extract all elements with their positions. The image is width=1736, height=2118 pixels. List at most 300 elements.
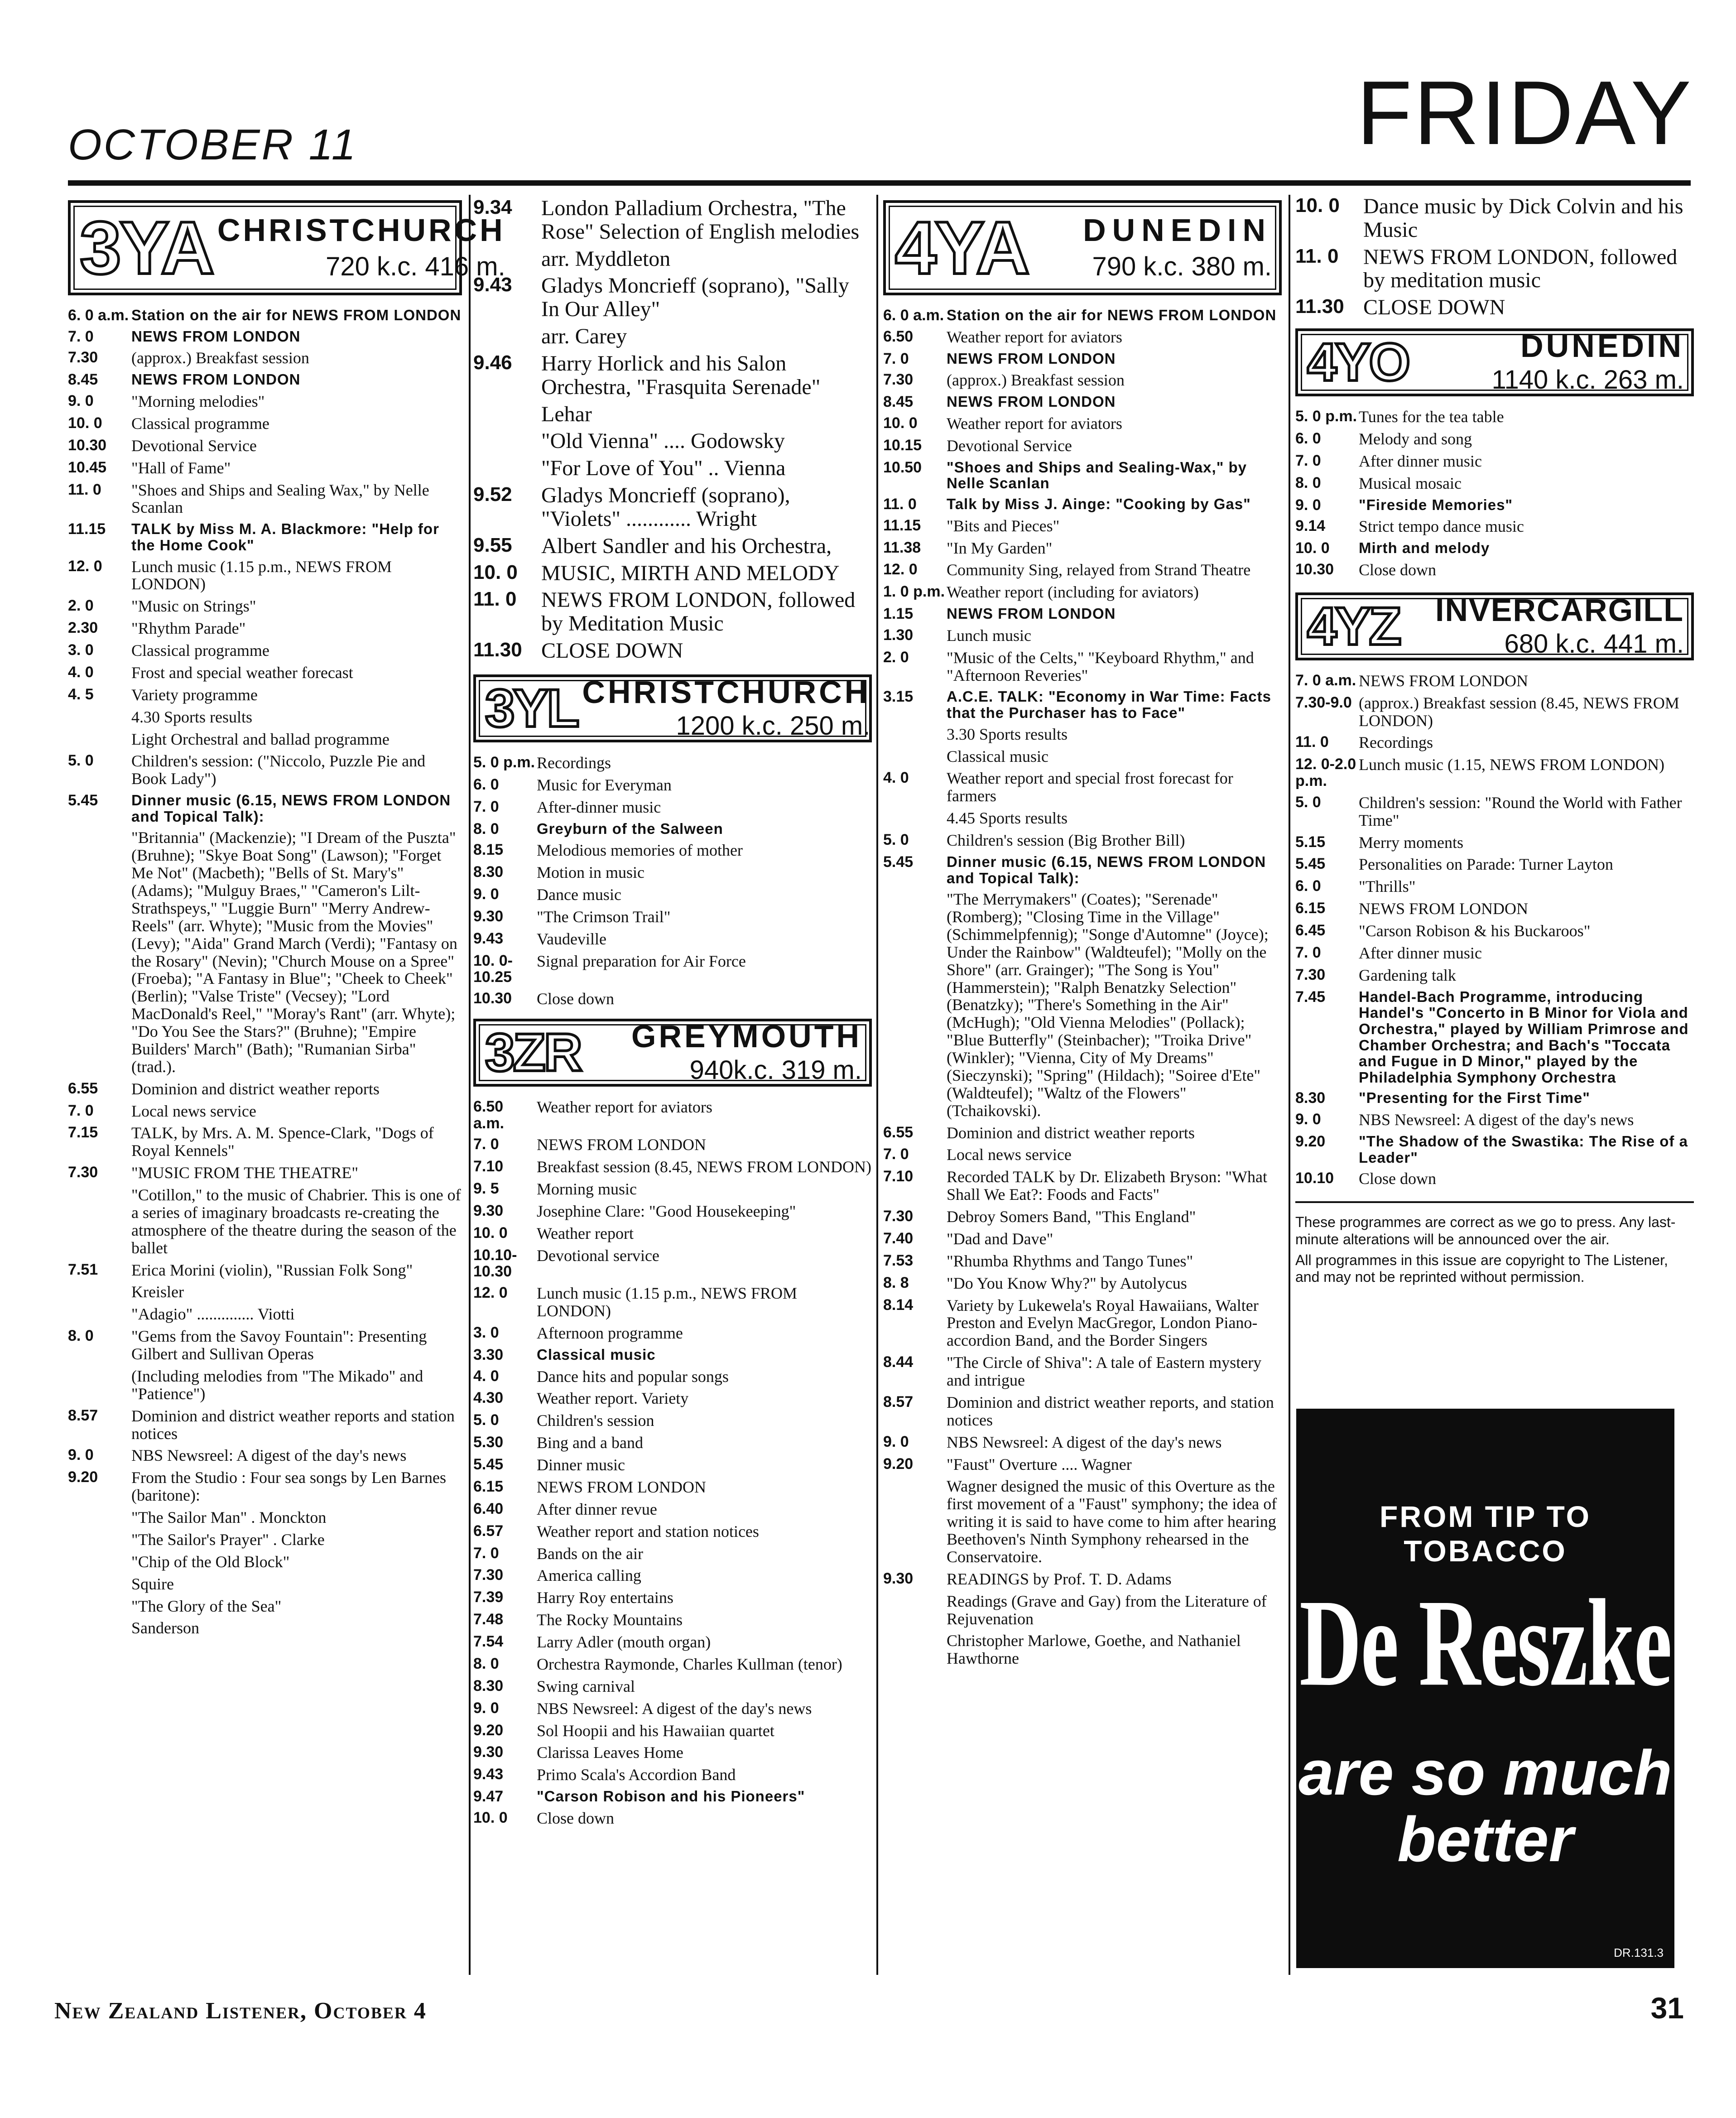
programme-entry: [68, 481, 462, 517]
entry-description: After-dinner music: [537, 798, 661, 816]
programme-entry: [473, 1722, 872, 1740]
entry-description: Debroy Somers Band, "This England": [947, 1208, 1196, 1226]
programme-entry: [68, 393, 462, 410]
entry-time: 10.30: [473, 990, 512, 1007]
entry-description: "The Crimson Trail": [537, 907, 671, 926]
entry-description: Weather report for aviators: [537, 1098, 712, 1116]
entry-time: 7.30: [883, 371, 914, 389]
programme-entry: [473, 1700, 872, 1718]
entry-time: 6.55: [883, 1123, 914, 1141]
schedule-list: [473, 1098, 872, 1827]
programme-entry: [1295, 452, 1694, 470]
programme-entry: [68, 1124, 462, 1160]
programme-entry: [883, 496, 1282, 513]
programme-entry: [473, 484, 872, 531]
entry-time: 9. 0: [1295, 496, 1321, 514]
entry-time: 9.46: [473, 351, 512, 374]
entry-time: 9.43: [473, 274, 512, 296]
entry-time: 3. 0: [68, 641, 94, 659]
programme-entry: [473, 534, 872, 558]
entry-time: 7.30: [68, 349, 98, 366]
programme-entry: [473, 1368, 872, 1386]
entry-description: "The Shadow of the Swastika: The Rise of a Leader": [1359, 1132, 1688, 1166]
programme-entry: [883, 459, 1282, 491]
entry-description: "Carson Robison & his Buckaroos": [1359, 922, 1591, 940]
programme-entry: [1295, 734, 1694, 751]
entry-time: 8. 0: [473, 1655, 499, 1672]
entry-description: Recorded TALK by Dr. Elizabeth Bryson: "What Shall We Eat?: Foods and Facts": [947, 1168, 1267, 1204]
entry-description: Weather report: [537, 1224, 634, 1242]
entry-time: 7.54: [473, 1633, 504, 1651]
entry-time: 7. 0: [883, 1146, 909, 1163]
station-frequency: 790 k.c. 380 m.: [1092, 252, 1272, 282]
programme-entry: [883, 627, 1282, 645]
programme-entry: [883, 583, 1282, 601]
station-text: [1413, 330, 1691, 395]
station-box-4yz: [1295, 592, 1694, 660]
entry-description: Dominion and district weather reports: [131, 1079, 380, 1098]
entry-time: 4. 5: [68, 685, 94, 703]
entry-time: 7. 0: [1295, 943, 1321, 961]
programme-entry: [1295, 967, 1694, 984]
entry-description: Strict tempo dance music: [1359, 517, 1524, 536]
entry-description: (Including melodies from "The Mikado" and "Patience"): [131, 1367, 423, 1403]
entry-description: Afternoon programme: [537, 1324, 683, 1342]
entry-description: London Palladium Orchestra, "The Rose" Selection of English melodies: [541, 196, 860, 244]
entry-time: 2.30: [68, 619, 98, 637]
entry-description: Devotional Service: [947, 436, 1072, 455]
entry-description: Orchestra Raymonde, Charles Kullman (tenor): [537, 1655, 842, 1673]
programme-entry: [883, 688, 1282, 721]
entry-description: "The Merrymakers" (Coates); "Serenade" (Romberg); "Closing Time in the Village" (Schimmelpfennig); "Songe d'Automne" (Joyce); Under the Rainbow" (Waldteufel); "Molly on the Shore" (arr. Grainger); "The Song is You" (Hammerstein); "Ralph Benatzky Selection" (Benatzky); "There's Something in the Air" (McHugh); "Old Vienna Melodies" (Pollack); "Blue Butterfly" (Steinbacher); "Troika Drive" (Winkler); "Vienna, City of My Dreams" (Sieczynski); "Spring" (Hildach); "Soiree d'Ete" (Waldteufel); "Waltz of the Flowers" (Tchaikovski).: [947, 890, 1269, 1120]
entry-description: Bing and a band: [537, 1434, 643, 1452]
programme-entry: [883, 307, 1282, 324]
entry-time: 7. 0: [68, 327, 94, 345]
entry-time: 8.30: [473, 863, 504, 881]
entry-description: Handel-Bach Programme, introducing Handel's "Concerto in B Minor for Viola and Orchestra," played by William Primrose and Chamber Orchestra; and Bach's "Toccata and Fugue in D Minor," played by the Philadelphia Symphony Orchestra: [1359, 988, 1689, 1086]
programme-entry: [473, 325, 872, 348]
entry-description: "Cotillon," to the music of Chabrier. This is one of a series of imaginary broadcasts re-creating the atmosphere of the theatre during the season of the ballet: [131, 1186, 461, 1257]
programme-entry: [473, 1810, 872, 1827]
entry-time: 7.15: [68, 1124, 98, 1141]
entry-time: 10. 0: [473, 1224, 508, 1242]
entry-time: 7.30: [1295, 966, 1326, 983]
entry-description: Christopher Marlowe, Goethe, and Nathaniel Hawthorne: [947, 1632, 1241, 1668]
entry-description: "The Sailor Man" . Monckton: [131, 1508, 327, 1527]
programme-entry: [883, 328, 1282, 346]
entry-description: Dominion and district weather reports and station notices: [131, 1406, 455, 1443]
programme-entry: [883, 726, 1282, 743]
entry-description: Mirth and melody: [1359, 539, 1490, 557]
entry-time: 7.10: [883, 1168, 914, 1185]
entry-description: Weather report and station notices: [537, 1522, 759, 1540]
programme-entry: [473, 1501, 872, 1518]
entry-time: 12. 0: [883, 561, 918, 578]
entry-description: Frost and special weather forecast: [131, 663, 353, 682]
station-logo: 3YA: [80, 206, 213, 289]
entry-time: 5. 0 p.m.: [473, 753, 535, 771]
programme-entry: [68, 371, 462, 388]
entry-description: From the Studio : Four sea songs by Len Barnes (baritone):: [131, 1468, 446, 1505]
entry-time: 10. 0: [883, 414, 918, 432]
schedule-list: [1295, 672, 1694, 1188]
entry-description: "Faust" Overture .... Wagner: [947, 1455, 1132, 1473]
programme-entry: [473, 842, 872, 859]
programme-entry: [68, 1164, 462, 1182]
programme-entry: [883, 1478, 1282, 1565]
entry-time: 6. 0: [1295, 430, 1321, 448]
entry-description: Dominion and district weather reports, and station notices: [947, 1393, 1274, 1429]
programme-entry: [473, 754, 872, 772]
entry-time: 11. 0: [1295, 245, 1339, 267]
entry-description: Devotional service: [537, 1246, 659, 1265]
programme-entry: [473, 1324, 872, 1342]
entry-description: CLOSE DOWN: [541, 639, 683, 663]
entry-description: "Britannia" (Mackenzie); "I Dream of the Puszta" (Bruhne); "Skye Boat Song" (Lawson); "Forget Me Not" (Macbeth); "Bells of St. Mary's" (Adams); "Mulguy Braes," "Cameron's Lilt-Strathspeys," "Luggie Burn" "Merry Andrew-Reels" (arr. Whyte); "Music from the Movies" (Levy); "Aida" Grand March (Verdi); "Fantasy on the Rosary" (Nevin); "Church Mouse on a Spree" (Froeba); "A Fantasy in Blue"; "Cheek to Cheek" (Berlin); "Valse Triste" (Vecsey); "Lord MacDonald's Reel," "Moray's Rant" (arr. Whyte); "Do You See the Stars?" (Bruhne); "Empire Builders' March" (Bath); "Rumanian Sirba" (trad.).: [131, 828, 457, 1076]
programme-entry: [1295, 900, 1694, 918]
programme-entry: [1295, 989, 1694, 1086]
entry-time: 11.30: [1295, 295, 1344, 318]
programme-entry: [68, 620, 462, 637]
entry-time: 6. 0: [473, 775, 499, 793]
programme-entry: [883, 748, 1282, 765]
entry-time: 9.30: [473, 907, 504, 925]
entry-time: 10. 0: [473, 561, 518, 583]
entry-description: Merry moments: [1359, 833, 1463, 852]
entry-time: 5. 0 p.m.: [1295, 408, 1357, 425]
entry-description: "For Love of You" .. Vienna: [541, 456, 786, 481]
entry-description: Close down: [1359, 1170, 1436, 1188]
column-3yl-3zr: [473, 195, 872, 1979]
entry-time: 4.30: [473, 1389, 504, 1407]
programme-entry: [473, 1247, 872, 1280]
programme-entry: [68, 708, 462, 726]
entry-description: Melodious memories of mother: [537, 841, 743, 860]
entry-description: MUSIC, MIRTH AND MELODY: [541, 561, 840, 585]
column-4ya: [883, 195, 1282, 1979]
footer-publication: New Zealand Listener, October 4: [54, 1998, 427, 2024]
schedule-list: [473, 754, 872, 1008]
programme-entry: [473, 953, 872, 986]
entry-time: 6.40: [473, 1500, 504, 1517]
ad-tagline: FROM TIP TO TOBACCO: [1380, 1500, 1591, 1568]
programme-entry: [68, 597, 462, 615]
programme-entry: [1295, 408, 1694, 426]
station-text: [1033, 214, 1279, 281]
entry-time: 7. 0 a.m.: [1295, 671, 1356, 689]
entry-time: 9.30: [883, 1569, 914, 1587]
entry-time: 6. 0 a.m.: [68, 307, 129, 324]
entry-description: Kreisler: [131, 1283, 184, 1301]
programme-entry: [1295, 296, 1694, 319]
entry-description: Close down: [537, 1809, 614, 1827]
programme-entry: [473, 908, 872, 926]
station-logo: 3YL: [485, 678, 578, 738]
entry-description: "Old Vienna" .... Godowsky: [541, 429, 785, 453]
programme-entry: [68, 521, 462, 553]
entry-description: "Shoes and Ships and Sealing Wax," by Nelle Scanlan: [131, 481, 429, 517]
programme-entry: [883, 371, 1282, 389]
entry-time: 9.14: [1295, 517, 1326, 535]
entry-description: Dinner music (6.15, NEWS FROM LONDON and Topical Talk):: [131, 792, 451, 825]
entry-time: 4. 0: [883, 769, 909, 787]
programme-entry: [883, 351, 1282, 367]
entry-description: NEWS FROM LONDON, followed by Meditation Music: [541, 588, 856, 636]
entry-time: 10.50: [883, 458, 922, 476]
entry-time: 7.51: [68, 1261, 98, 1278]
programme-entry: [68, 1447, 462, 1464]
entry-time: 11. 0: [1295, 733, 1329, 751]
entry-time: 8. 8: [883, 1274, 909, 1291]
entry-description: Sol Hoopii and his Hawaiian quartet: [537, 1721, 774, 1740]
entry-description: NEWS FROM LONDON: [1359, 671, 1529, 690]
entry-description: "Thrills": [1359, 877, 1416, 896]
entry-time: 7.53: [883, 1252, 914, 1269]
entry-description: Classical music: [947, 747, 1048, 765]
entry-description: "MUSIC FROM THE THEATRE": [131, 1164, 359, 1182]
entry-description: After dinner music: [1359, 943, 1482, 962]
programme-entry: [68, 459, 462, 477]
station-frequency: 940k.c. 319 m.: [689, 1055, 862, 1085]
entry-description: Albert Sandler and his Orchestra,: [541, 534, 832, 558]
entry-description: NEWS FROM LONDON: [537, 1136, 707, 1154]
entry-description: (approx.) Breakfast session: [131, 349, 309, 367]
entry-time: 1.15: [883, 605, 914, 623]
entry-description: Weather report. Variety: [537, 1389, 689, 1408]
programme-entry: [473, 1633, 872, 1651]
entry-time: 8. 0: [68, 1327, 94, 1345]
programme-entry: [68, 1575, 462, 1593]
entry-description: "Rhumba Rhythms and Tango Tunes": [947, 1252, 1193, 1270]
entry-time: 10. 0-10.25: [473, 952, 513, 986]
programme-entry: [1295, 497, 1694, 514]
entry-time: 4. 0: [68, 663, 94, 681]
programme-entry: [68, 437, 462, 455]
programme-entry: [68, 1186, 462, 1257]
entry-description: Erica Morini (violin), "Russian Folk Song": [131, 1261, 413, 1279]
entry-description: Josephine Clare: "Good Housekeeping": [537, 1202, 796, 1220]
ad-code: DR.131.3: [1614, 1946, 1664, 1959]
entry-time: 5. 0: [473, 1411, 499, 1429]
entry-description: "Chip of the Old Block": [131, 1552, 290, 1571]
entry-time: 8.45: [883, 393, 914, 411]
entry-description: Recordings: [537, 753, 611, 772]
entry-time: 10. 0: [1295, 194, 1340, 217]
programme-entry: [473, 799, 872, 816]
programme-entry: [473, 1412, 872, 1430]
entry-description: Gardening talk: [1359, 966, 1456, 984]
entry-description: NEWS FROM LONDON: [947, 605, 1116, 622]
programme-entry: [473, 1523, 872, 1540]
programme-entry: [883, 1593, 1282, 1628]
programme-entry: [68, 642, 462, 659]
entry-time: 7.30: [883, 1208, 914, 1225]
entry-time: 6. 0 a.m.: [883, 307, 944, 324]
programme-entry: [883, 1456, 1282, 1473]
schedule-list: [1295, 408, 1694, 579]
programme-entry: [473, 1611, 872, 1629]
entry-description: Close down: [1359, 560, 1436, 579]
programme-entry: [1295, 245, 1694, 293]
entry-description: TALK by Miss M. A. Blackmore: "Help for the Home Cook": [131, 520, 439, 554]
entry-time: 7.30: [473, 1566, 504, 1584]
entry-time: 7.10: [473, 1158, 504, 1175]
programme-entry: [473, 776, 872, 794]
entry-description: "Hall of Fame": [131, 458, 231, 477]
entry-time: 12. 0: [68, 557, 102, 575]
entry-description: Gladys Moncrieff (soprano), "Violets" ............ Wright: [541, 483, 790, 531]
entry-description: Gladys Moncrieff (soprano), "Sally In Our Alley": [541, 274, 849, 322]
entry-description: 4.30 Sports results: [131, 708, 253, 726]
entry-description: CLOSE DOWN: [1363, 295, 1505, 320]
entry-description: Vaudeville: [537, 929, 606, 948]
programme-entry: [1295, 694, 1694, 730]
entry-time: 9. 0: [473, 886, 499, 903]
page-day: FRIDAY: [1356, 63, 1693, 164]
entry-description: TALK, by Mrs. A. M. Spence-Clark, "Dogs of Royal Kennels": [131, 1124, 434, 1160]
entry-description: Variety by Lukewela's Royal Hawaiians, Walter Preston and Evelyn MacGregor, London Piano-accordion Band, and the Border Singers: [947, 1296, 1259, 1350]
programme-entry: [473, 197, 872, 244]
entry-description: Lehar: [541, 402, 592, 426]
programme-entry: [883, 1146, 1282, 1164]
station-box-3zr: [473, 1019, 872, 1087]
entry-time: 7. 0: [1295, 452, 1321, 469]
station-name: CHRISTCHURCH: [582, 674, 870, 710]
programme-entry: [473, 1136, 872, 1154]
programme-entry: [68, 1080, 462, 1098]
station-name: CHRISTCHURCH: [217, 212, 505, 248]
entry-description: arr. Myddleton: [541, 246, 671, 271]
programme-entry: [473, 403, 872, 426]
programme-entry: [1295, 561, 1694, 579]
programme-entry: [473, 562, 872, 585]
entry-time: 8. 0: [1295, 474, 1321, 491]
entry-description: Weather report for aviators: [947, 327, 1122, 346]
entry-description: Motion in music: [537, 863, 645, 882]
entry-description: Readings (Grave and Gay) from the Literature of Rejuvenation: [947, 1592, 1267, 1628]
column-divider: [1289, 195, 1290, 1975]
entry-time: 10.15: [883, 436, 922, 454]
entry-description: "Shoes and Ships and Sealing-Wax," by Nelle Scanlan: [947, 458, 1247, 492]
programme-entry: [473, 1456, 872, 1474]
entry-description: Dance music by Dick Colvin and his Music: [1363, 194, 1683, 242]
entry-time: 8.30: [473, 1677, 504, 1694]
entry-description: Personalities on Parade: Turner Layton: [1359, 855, 1613, 874]
entry-time: 5. 0: [68, 752, 94, 770]
column-divider: [469, 195, 471, 1975]
entry-description: Children's session: [537, 1411, 654, 1430]
programme-entry: [1295, 1170, 1694, 1188]
entry-description: Local news service: [947, 1146, 1072, 1164]
entry-description: Dinner music: [537, 1456, 625, 1474]
entry-time: 1. 0 p.m.: [883, 583, 945, 601]
entry-description: America calling: [537, 1566, 641, 1585]
programme-entry: [1295, 856, 1694, 873]
station-text: [582, 676, 877, 741]
programme-entry: [1295, 540, 1694, 557]
programme-entry: [68, 752, 462, 788]
entry-time: 9. 0: [68, 1446, 94, 1464]
programme-entry: [883, 561, 1282, 579]
entry-time: 5.15: [1295, 833, 1326, 851]
entry-description: Greyburn of the Salween: [537, 820, 723, 837]
entry-time: 7. 0: [473, 1136, 499, 1153]
programme-entry: [68, 1305, 462, 1323]
programme-entry: [473, 1589, 872, 1607]
station-box-3yl: [473, 674, 872, 742]
entry-description: Close down: [537, 990, 614, 1008]
station-name: GREYMOUTH: [631, 1019, 862, 1054]
programme-entry: [883, 1570, 1282, 1588]
entry-time: 10. 0: [473, 1809, 508, 1826]
entry-time: 6.15: [1295, 900, 1326, 917]
entry-time: 10.10: [1295, 1170, 1334, 1187]
station-box-4yo: [1295, 328, 1694, 396]
entry-time: 7.30-9.0: [1295, 693, 1352, 711]
entry-time: 5.45: [883, 853, 914, 871]
programme-entry: [68, 558, 462, 593]
programme-entry: [68, 1407, 462, 1443]
station-logo: 4YZ: [1307, 596, 1400, 656]
entry-time: 6. 0: [1295, 877, 1321, 895]
entry-time: 9.55: [473, 534, 512, 556]
entry-time: 5.45: [68, 792, 98, 809]
entry-time: 12. 0: [473, 1284, 508, 1302]
station-text: [1404, 594, 1691, 659]
entry-description: arr. Carey: [541, 324, 627, 349]
programme-entry: [883, 394, 1282, 410]
programme-entry: [68, 1367, 462, 1403]
programme-entry: [1295, 1133, 1694, 1165]
entry-description: Classical programme: [131, 414, 269, 433]
programme-entry: [473, 1788, 872, 1805]
entry-description: NBS Newsreel: A digest of the day's news: [131, 1446, 407, 1465]
programme-entry: [68, 731, 462, 748]
station-text: [585, 1020, 869, 1085]
programme-entry: [68, 1509, 462, 1526]
programme-entry: [473, 1347, 872, 1363]
entry-description: (approx.) Breakfast session (8.45, NEWS FROM LONDON): [1359, 693, 1679, 730]
entry-time: 1.30: [883, 626, 914, 644]
entry-description: 4.45 Sports results: [947, 809, 1068, 828]
entry-time: 5.45: [1295, 855, 1326, 873]
programme-entry: [883, 517, 1282, 535]
programme-entry: [68, 1469, 462, 1504]
entry-description: "Presenting for the First Time": [1359, 1089, 1590, 1107]
programme-entry: [473, 1180, 872, 1198]
entry-description: NEWS FROM LONDON: [537, 1478, 707, 1496]
programme-entry: [473, 1434, 872, 1452]
entry-description: Station on the air for NEWS FROM LONDON: [131, 307, 462, 323]
entry-description: NEWS FROM LONDON: [947, 393, 1116, 410]
entry-description: Weather report and special frost forecast for farmers: [947, 769, 1233, 805]
entry-time: 10. 0: [68, 414, 102, 432]
entry-time: 3. 0: [473, 1324, 499, 1341]
entry-time: 2. 0: [883, 648, 909, 666]
programme-entry: [473, 457, 872, 480]
entry-description: "Fireside Memories": [1359, 496, 1513, 513]
entry-time: 9.30: [473, 1202, 504, 1219]
programme-entry: [1295, 944, 1694, 962]
programme-entry: [473, 247, 872, 271]
programme-entry: [883, 606, 1282, 622]
programme-entry: [1295, 672, 1694, 690]
schedule-list: [473, 197, 872, 663]
page-date: OCTOBER 11: [68, 120, 358, 169]
programme-entry: [883, 832, 1282, 849]
entry-description: "Adagio" .............. Viotti: [131, 1305, 295, 1324]
entry-time: 7. 0: [883, 350, 909, 367]
